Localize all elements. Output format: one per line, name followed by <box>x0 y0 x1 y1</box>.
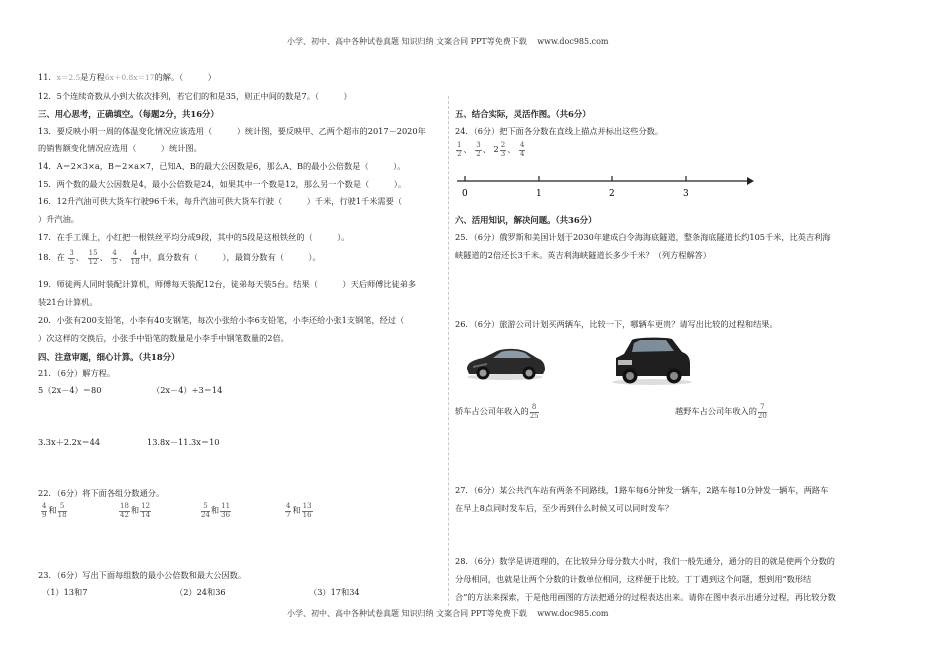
question-28-line2: 分母相同，也就是让两个分数的计数单位相同，这样便于比较。丁丁遇到这个问题，想到用“数形结 <box>455 574 812 584</box>
equation-2: （2x－4）÷3＝14 <box>152 385 223 395</box>
question-28-line3: 合”的方法来探索，于是他用画图的方法把通分的过程表达出来。请你在图中表示出通分过程，再比较分数 <box>455 592 836 602</box>
question-19-line2: 装21台计算机。 <box>38 297 98 307</box>
question-27-line1: 27．（6分）某公共汽车站有两条不同路线，1路车每6分钟发一辆车，2路车每10分钟发一辆车，两路车 <box>455 485 829 495</box>
question-21: 21．（6分）解方程。 <box>38 368 116 378</box>
question-23-item-2: （2）24和36 <box>175 587 226 597</box>
question-14: 14．A＝2×3×a，B＝2×a×7，已知A、B的最大公因数是6，那么A、B的最小公倍数是（ ）。 <box>38 161 406 171</box>
fraction-pair-2: $\frac{18}{42}$ 和 $\frac{12}{14}$ <box>120 502 151 519</box>
question-20-line2: ）次这样的交换后，小张手中铅笔的数量是小李手中钢笔数量的2倍。 <box>38 333 289 343</box>
question-13-line1: 13．要反映小明一周的体温变化情况应该选用（ ）统计图，要反映甲、乙两个超市的2017－2020年 <box>38 126 426 136</box>
suv-image <box>610 334 694 388</box>
fraction-pair-4: $\frac{4}{7}$ 和 $\frac{13}{16}$ <box>286 502 312 519</box>
fraction-pair-3: $\frac{5}{24}$ 和 $\frac{11}{36}$ <box>201 502 231 519</box>
tick-label-1: 1 <box>536 189 542 199</box>
tick-label-3: 3 <box>683 189 689 199</box>
section-5-title: 五、结合实际，灵活作图。（共6分） <box>455 109 591 119</box>
fraction: $\frac{3}{5}$ <box>69 249 74 266</box>
fraction-pair-1: $\frac{4}{9}$ 和 $\frac{5}{18}$ <box>42 502 67 519</box>
question-23: 23．（6分）写出下面每组数的最小公倍数和最大公因数。 <box>38 570 247 580</box>
question-16-line1: 16．12升汽油可供大货车行驶96千米，每升汽油可供大货车行驶（ ）千米，行驶1千米需要（ <box>38 196 402 206</box>
question-23-item-1: （1）13和7 <box>42 587 88 597</box>
question-19-line1: 19．师徒两人同时装配计算机，师傅每天装配12台，徒弟每天装5台。结果（ ）天后师傅比徒弟多 <box>38 279 417 289</box>
fraction: $\frac{4}{18}$ <box>130 249 140 266</box>
question-17: 17．在手工课上，小红把一根铁丝平均分成9段，其中的5段是这根铁丝的（ ）。 <box>38 232 350 242</box>
question-26: 26．（6分）旅游公司计划买两辆车，比较一下，哪辆车更贵？请写出比较的过程和结果。 <box>455 319 778 329</box>
question-27-line2: 在早上8点同时发车后，至少再到什么时候又可以同时发车？ <box>455 503 674 513</box>
equation-1: 5（2x－4）＝80 <box>38 385 102 395</box>
page-header: 小学、初中、高中各种试卷真题 知识归纳 文案合同 PPT等免费下载 www.doc985.com <box>287 37 609 46</box>
question-24-fractions: $\frac{1}{2}$ 、 $\frac{3}{2}$ 、 2 $\frac{2}{3}$ 、 $\frac{4}{4}$ <box>457 141 525 158</box>
section-6-title: 六、活用知识，解决问题。（共36分） <box>455 215 597 225</box>
tick-label-2: 2 <box>609 189 615 199</box>
question-23-item-3: （3）17和34 <box>309 587 360 597</box>
question-18: 18．在 $\frac{3}{5}$ 、 $\frac{15}{12}$ 、 $\frac{4}{5}$ 、 $\frac{4}{18}$ 中，真分数有（ ），最简分数有（ ）。 <box>38 249 321 266</box>
page-footer: 小学、初中、高中各种试卷真题 知识归纳 文案合同 PPT等免费下载 www.doc985.com <box>287 609 609 618</box>
question-16-line2: ）升汽油。 <box>38 214 79 224</box>
question-22: 22．（6分）将下面各组分数通分。 <box>38 488 165 498</box>
question-15: 15．两个数的最大公因数是4，最小公倍数是24，如果其中一个数是12，那么另一个数是（ ）。 <box>38 179 407 189</box>
sports-car-image <box>463 343 547 383</box>
question-20-line1: 20．小张有200支铅笔，小李有40支钢笔，每次小张给小李6支铅笔，小李还给小张1支钢笔，经过（ <box>38 315 405 325</box>
column-divider <box>448 96 449 606</box>
question-13-line2: 的销售额变化情况应选用（ ）统计图。 <box>38 143 202 153</box>
question-11: 11．x＝2.5是方程6x＋0.8x＝17的解。（ ） <box>38 72 216 82</box>
section-3-title: 三、用心思考，正确填空。（每题2分，共16分） <box>38 109 219 119</box>
car-2-caption: 越野车占公司年收入的 $\frac{7}{20}$ <box>675 403 767 420</box>
tick-label-0: 0 <box>462 189 468 199</box>
question-25-line1: 25．（6分）俄罗斯和美国计划于2030年建成白令海海底隧道，整条海底隧道长约105千米，比英吉利海 <box>455 232 831 242</box>
arrow-right-icon <box>747 177 754 185</box>
car-1-caption: 轿车占公司年收入的 $\frac{8}{25}$ <box>455 403 539 420</box>
number-line <box>455 172 755 200</box>
equation-3: 3.3x＋2.2x＝44 <box>38 437 101 447</box>
question-25-line2: 峡隧道的2倍还长3千米。英吉利海峡隧道长多少千米？（列方程解答） <box>455 250 712 260</box>
equation-4: 13.8x－11.3x＝10 <box>147 437 220 447</box>
fraction: $\frac{15}{12}$ <box>88 249 98 266</box>
section-4-title: 四、注意审题，细心计算。（共18分） <box>38 352 180 362</box>
question-12: 12．5个连续奇数从小到大依次排列，若它们的和是35，则正中间的数是7。（ ） <box>38 91 352 101</box>
fraction: $\frac{4}{5}$ <box>112 249 117 266</box>
question-28-line1: 28．（6分）数学是讲道理的，在比较异分母分数大小时，我们一般先通分，通分的目的就是使两个分数的 <box>455 556 835 566</box>
question-24: 24．（6分）把下面各分数在直线上描点并标出这些分数。 <box>455 126 664 136</box>
